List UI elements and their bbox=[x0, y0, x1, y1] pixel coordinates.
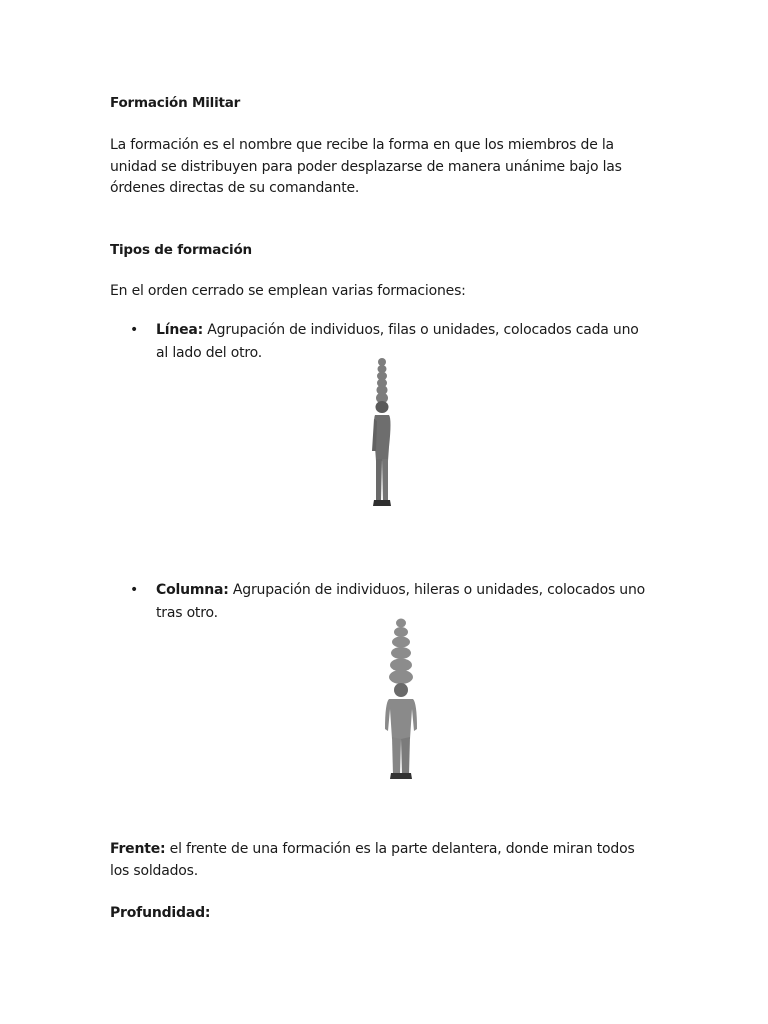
soldiers-line-illustration bbox=[362, 355, 406, 515]
frente-paragraph bbox=[110, 839, 650, 882]
line-formation-image bbox=[362, 355, 406, 515]
column-formation-image bbox=[378, 617, 424, 783]
term-description: Agrupación de individuos, filas o unidades, colocados cada uno al lado del otro. bbox=[156, 322, 639, 361]
section-intro: En el orden cerrado se emplean varias formaciones: bbox=[110, 283, 466, 299]
profundidad-paragraph bbox=[110, 903, 650, 925]
term-description: el frente de una formación es la parte delantera, donde miran todos los soldados. bbox=[110, 841, 635, 879]
term-description: Agrupación de individuos, hileras o unidades, colocados uno tras otro. bbox=[156, 582, 645, 621]
intro-paragraph: La formación es el nombre que recibe la forma en que los miembros de la unidad se distribuyen para poder desplazarse de manera unánime bajo las órdenes directas de su comandante. bbox=[110, 137, 622, 196]
bullet-marker: • bbox=[130, 322, 139, 338]
term-label: Línea: bbox=[156, 322, 204, 338]
document-title: Formación Militar bbox=[110, 95, 241, 111]
term-label: Frente: bbox=[110, 841, 166, 857]
term-label: Columna: bbox=[156, 582, 229, 598]
soldiers-column-illustration bbox=[378, 617, 424, 783]
bullet-marker: • bbox=[130, 582, 139, 598]
term-label: Profundidad: bbox=[110, 905, 211, 921]
section-heading: Tipos de formación bbox=[110, 242, 252, 258]
